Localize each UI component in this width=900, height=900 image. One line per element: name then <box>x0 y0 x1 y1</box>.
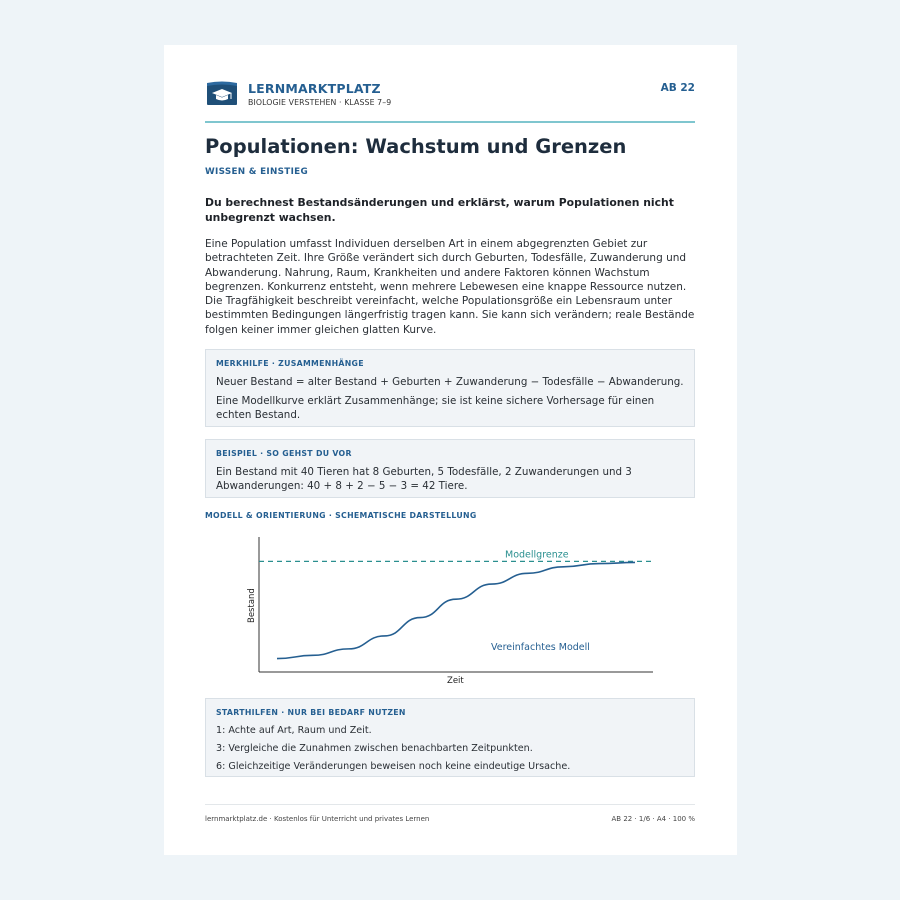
figure-caption: MODELL & ORIENTIERUNG · SCHEMATISCHE DARSTELLUNG <box>205 511 477 520</box>
modellgrenze-label: Modellgrenze <box>505 549 569 561</box>
page-header <box>205 81 695 121</box>
hint-item: 6: Gleichzeitige Veränderungen beweisen noch keine eindeutige Ursache. <box>216 761 571 772</box>
merkhilfe-note: Eine Modellkurve erklärt Zusammenhänge; sie ist keine sichere Vorhersage für einen echten Bestand. <box>216 395 655 421</box>
brand-name: LERNMARKTPLATZ <box>248 81 381 96</box>
beispiel-title: BEISPIEL · SO GEHST DU VOR <box>216 449 352 458</box>
page-title: Populationen: Wachstum und Grenzen <box>205 135 627 158</box>
section-kicker: WISSEN & EINSTIEG <box>205 167 309 177</box>
worksheet-page <box>164 45 737 855</box>
population-chart <box>205 531 695 691</box>
starthilfen-title: STARTHILFEN · NUR BEI BEDARF NUTZEN <box>216 708 406 717</box>
page-content <box>205 45 695 855</box>
merkhilfe-formula: Neuer Bestand = alter Bestand + Geburten + Zuwanderung − Todesfälle − Abwanderung. <box>216 376 684 388</box>
brand-subtitle: BIOLOGIE VERSTEHEN · KLASSE 7–9 <box>248 98 392 107</box>
graduation-cap-icon <box>207 81 237 107</box>
footer-left: lernmarktplatz.de · Kostenlos für Unterricht und privates Lernen <box>205 815 430 823</box>
merkhilfe-title: MERKHILFE · ZUSAMMENHÄNGE <box>216 359 364 368</box>
hint-item: 1: Achte auf Art, Raum und Zeit. <box>216 725 372 736</box>
footer-right: AB 22 · 1/6 · A4 · 100 % <box>611 815 695 823</box>
lead-text: Du berechnest Bestandsänderungen und erklärst, warum Populationen nicht unbegrenzt wachsen. <box>205 196 674 224</box>
y-axis-label: Bestand <box>247 588 257 623</box>
x-axis-label: Zeit <box>447 676 464 686</box>
footer-divider <box>205 804 695 805</box>
series-label: Vereinfachtes Modell <box>491 642 590 653</box>
merkhilfe-box <box>205 349 695 427</box>
starthilfen-box <box>205 698 695 777</box>
sheet-code: AB 22 <box>660 82 695 94</box>
hint-item: 3: Vergleiche die Zunahmen zwischen benachbarten Zeitpunkten. <box>216 743 533 754</box>
intro-paragraph: Eine Population umfasst Individuen derselben Art in einem abgegrenzten Gebiet zur betrachteten Zeit. Ihre Größe verändert sich durch Geburten, Todesfälle, Zuwanderung und Abwanderung. Nahrung, Raum, Krankheiten und andere Faktoren können Wachstum begrenzen. Konkurrenz entsteht, wenn mehrere Lebewesen eine knappe Ressource nutzen. Die Tragfähigkeit beschreibt vereinfacht, welche Populationsgröße ein Lebensraum unter bestimmten Bedingungen längerfristig tragen kann. Sie kann sich verändern; reale Bestände folgen keiner immer gleichen glatten Kurve. <box>205 238 695 336</box>
beispiel-text: Ein Bestand mit 40 Tieren hat 8 Geburten, 5 Todesfälle, 2 Zuwanderungen und 3 Abwanderungen: 40 + 8 + 2 − 5 − 3 = 42 Tiere. <box>216 466 632 492</box>
header-divider <box>205 121 695 123</box>
beispiel-box <box>205 439 695 498</box>
